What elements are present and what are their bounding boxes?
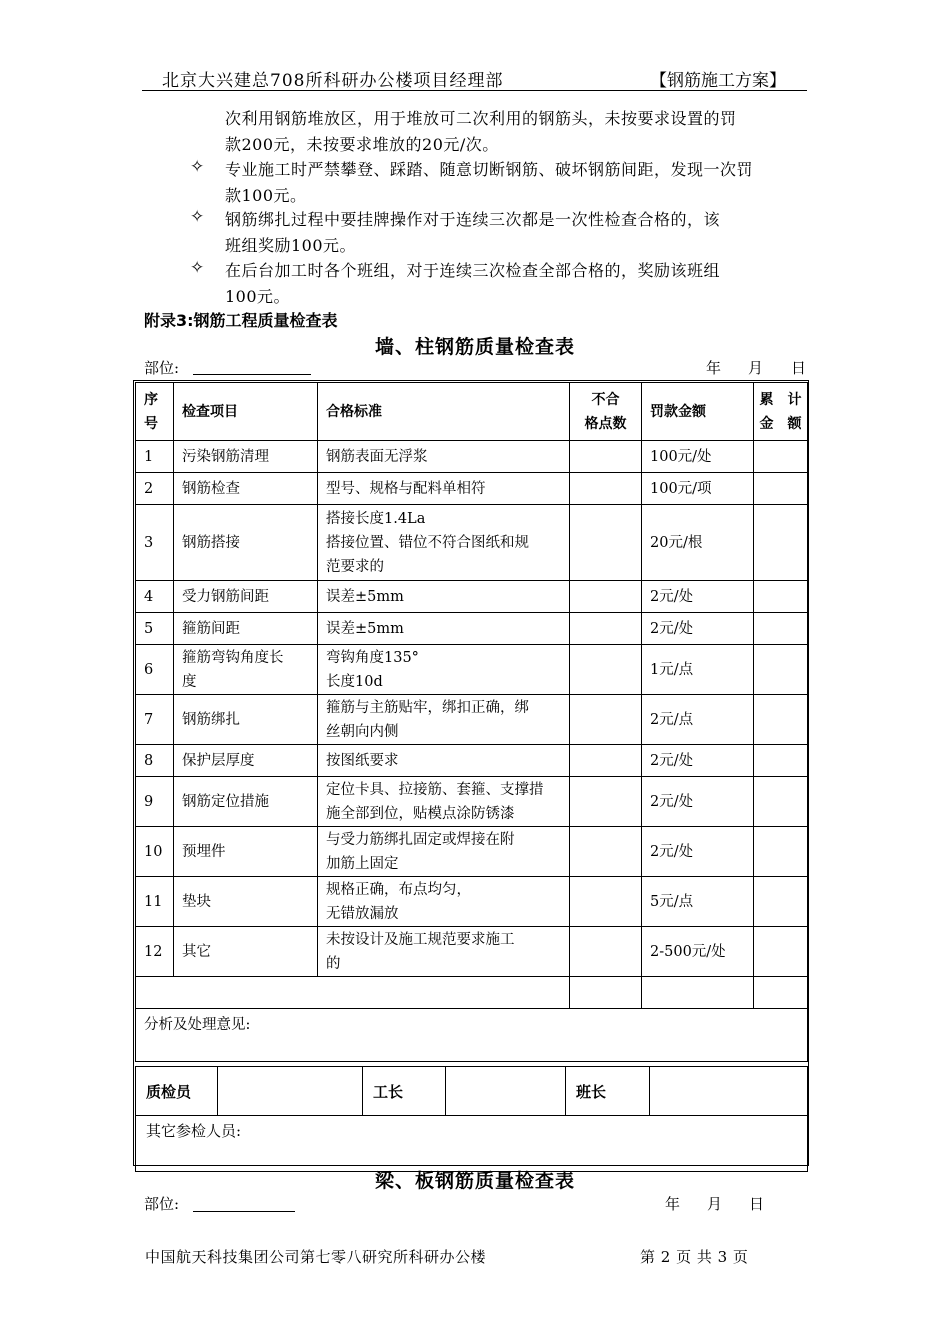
header-fail-count: 不合 格点数 bbox=[570, 383, 642, 441]
row-item-line: 箍筋弯钩角度长 bbox=[182, 649, 284, 666]
row-no: 7 bbox=[136, 695, 174, 745]
row-no: 2 bbox=[136, 473, 174, 505]
row-standard-line: 搭接长度1.4La bbox=[326, 510, 426, 527]
row-standard bbox=[318, 645, 570, 695]
row-total bbox=[754, 441, 808, 473]
diamond-bullet-icon: ✧ bbox=[190, 258, 205, 278]
row-item-line: 污染钢筋清理 bbox=[182, 448, 269, 465]
row-standard-line: 搭接位置、错位不符合图纸和规 bbox=[326, 534, 529, 551]
row-fail-count bbox=[570, 927, 642, 977]
row-standard bbox=[318, 827, 570, 877]
header-project-name: 北京大兴建总708所科研办公楼项目经理部 bbox=[162, 71, 504, 91]
diamond-bullet-icon: ✧ bbox=[190, 157, 205, 177]
row-total bbox=[754, 827, 808, 877]
row-no: 8 bbox=[136, 745, 174, 777]
row-standard-line: 与受力筋绑扎固定或焊接在附 bbox=[326, 831, 515, 848]
row-no: 4 bbox=[136, 581, 174, 613]
table-row bbox=[136, 613, 808, 645]
row-item bbox=[174, 745, 318, 777]
row-standard-line: 加筋上固定 bbox=[326, 855, 399, 872]
row-fail-count bbox=[570, 613, 642, 645]
row-fine: 2元/处 bbox=[642, 745, 754, 777]
date-year: 年 bbox=[706, 359, 722, 377]
row-item bbox=[174, 827, 318, 877]
row-standard-line: 长度10d bbox=[326, 673, 383, 690]
row-no: 10 bbox=[136, 827, 174, 877]
header-divider bbox=[142, 90, 807, 91]
row-standard-line: 未按设计及施工规范要求施工 bbox=[326, 931, 515, 948]
row-fail-count bbox=[570, 441, 642, 473]
row-item-line: 预埋件 bbox=[182, 843, 226, 860]
row-standard-line: 箍筋与主筋贴牢，绑扣正确，绑 bbox=[326, 699, 529, 716]
row-standard bbox=[318, 777, 570, 827]
table-row bbox=[136, 645, 808, 695]
row-no: 12 bbox=[136, 927, 174, 977]
row-item bbox=[174, 473, 318, 505]
header-item: 检查项目 bbox=[174, 383, 318, 441]
row-standard bbox=[318, 613, 570, 645]
row-standard bbox=[318, 927, 570, 977]
row-standard bbox=[318, 505, 570, 581]
table-row bbox=[136, 927, 808, 977]
row-item bbox=[174, 613, 318, 645]
row-item-line: 钢筋绑扎 bbox=[182, 711, 240, 728]
row-no: 11 bbox=[136, 877, 174, 927]
bullet-1-line-2: 款100元。 bbox=[225, 186, 307, 205]
row-standard-line: 规格正确，布点均匀， bbox=[326, 881, 471, 898]
row-fail-count bbox=[570, 473, 642, 505]
date-month: 月 bbox=[748, 359, 764, 377]
row-standard bbox=[318, 473, 570, 505]
row-fine: 1元/点 bbox=[642, 645, 754, 695]
part-underline-2 bbox=[193, 1211, 295, 1212]
signature-row bbox=[136, 1067, 808, 1116]
table-row bbox=[136, 745, 808, 777]
row-item-line: 垫块 bbox=[182, 893, 211, 910]
row-fail-count bbox=[570, 877, 642, 927]
inspector-field[interactable] bbox=[218, 1067, 363, 1116]
header-standard: 合格标准 bbox=[318, 383, 570, 441]
table-empty-row bbox=[136, 977, 808, 1009]
table2-title: 梁、板钢筋质量检查表 bbox=[374, 1170, 575, 1192]
table1-title: 墙、柱钢筋质量检查表 bbox=[374, 336, 575, 358]
row-total bbox=[754, 695, 808, 745]
team-leader-label: 班长 bbox=[566, 1067, 650, 1116]
row-standard-line: 定位卡具、拉接筋、套箍、支撑措 bbox=[326, 781, 544, 798]
table-row bbox=[136, 695, 808, 745]
row-item-line: 保护层厚度 bbox=[182, 752, 255, 769]
row-item bbox=[174, 695, 318, 745]
bullet-2-line-1: 钢筋绑扎过程中要挂牌操作对于连续三次都是一次性检查合格的，该 bbox=[225, 210, 721, 229]
row-no: 6 bbox=[136, 645, 174, 695]
table-row bbox=[136, 827, 808, 877]
row-item-line: 钢筋定位措施 bbox=[182, 793, 269, 810]
row-fine: 2元/处 bbox=[642, 613, 754, 645]
row-fail-count bbox=[570, 695, 642, 745]
row-standard bbox=[318, 441, 570, 473]
row-no: 9 bbox=[136, 777, 174, 827]
table-row bbox=[136, 777, 808, 827]
row-item-line: 度 bbox=[182, 673, 197, 690]
row-fine: 2元/处 bbox=[642, 777, 754, 827]
header-fine: 罚款金额 bbox=[642, 383, 754, 441]
part-label: 部位: bbox=[144, 359, 180, 377]
table-header-row bbox=[136, 383, 808, 441]
row-standard bbox=[318, 877, 570, 927]
row-standard-line: 型号、规格与配料单相符 bbox=[326, 480, 486, 497]
part-label-2: 部位: bbox=[144, 1195, 180, 1213]
table-row bbox=[136, 441, 808, 473]
row-fail-count bbox=[570, 745, 642, 777]
row-fine: 2元/点 bbox=[642, 695, 754, 745]
row-item bbox=[174, 581, 318, 613]
row-standard bbox=[318, 695, 570, 745]
intro-line-1: 次利用钢筋堆放区，用于堆放可二次利用的钢筋头，未按要求设置的罚 bbox=[225, 109, 737, 128]
row-total bbox=[754, 613, 808, 645]
foreman-field[interactable] bbox=[446, 1067, 566, 1116]
appendix-title: 附录3:钢筋工程质量检查表 bbox=[144, 311, 338, 330]
row-fine: 100元/处 bbox=[642, 441, 754, 473]
row-total bbox=[754, 581, 808, 613]
part-underline bbox=[193, 374, 311, 375]
bullet-3-line-2: 100元。 bbox=[225, 287, 291, 306]
row-item bbox=[174, 777, 318, 827]
footer-page-number: 第 2 页 共 3 页 bbox=[640, 1248, 749, 1266]
inspection-table bbox=[135, 382, 808, 1062]
row-total bbox=[754, 645, 808, 695]
bullet-3-line-1: 在后台加工时各个班组，对于连续三次检查全部合格的，奖励该班组 bbox=[225, 261, 721, 280]
inspector-label: 质检员 bbox=[136, 1067, 218, 1116]
header-doc-title: 【钢筋施工方案】 bbox=[650, 71, 786, 91]
row-standard-line: 按图纸要求 bbox=[326, 752, 399, 769]
row-standard-line: 范要求的 bbox=[326, 558, 384, 575]
row-fail-count bbox=[570, 581, 642, 613]
bullet-2-line-2: 班组奖励100元。 bbox=[225, 236, 357, 255]
diamond-bullet-icon: ✧ bbox=[190, 207, 205, 227]
row-fine: 2元/处 bbox=[642, 581, 754, 613]
bullet-1-line-1: 专业施工时严禁攀登、踩踏、随意切断钢筋、破坏钢筋间距，发现一次罚 bbox=[225, 160, 754, 179]
row-no: 3 bbox=[136, 505, 174, 581]
row-standard-line: 误差±5mm bbox=[326, 588, 404, 605]
row-standard-line: 钢筋表面无浮浆 bbox=[326, 448, 428, 465]
table-row bbox=[136, 581, 808, 613]
row-total bbox=[754, 505, 808, 581]
intro-line-2: 款200元，未按要求堆放的20元/次。 bbox=[225, 135, 499, 154]
analysis-label: 分析及处理意见: bbox=[136, 1009, 808, 1062]
table-row bbox=[136, 877, 808, 927]
row-total bbox=[754, 745, 808, 777]
signature-table bbox=[135, 1066, 808, 1172]
row-fine: 2-500元/处 bbox=[642, 927, 754, 977]
row-item bbox=[174, 441, 318, 473]
row-no: 1 bbox=[136, 441, 174, 473]
row-item bbox=[174, 927, 318, 977]
row-standard-line: 施全部到位，贴模点涂防锈漆 bbox=[326, 805, 515, 822]
footer-org: 中国航天科技集团公司第七零八研究所科研办公楼 bbox=[145, 1248, 487, 1266]
row-total bbox=[754, 473, 808, 505]
row-item-line: 受力钢筋间距 bbox=[182, 588, 269, 605]
row-item-line: 箍筋间距 bbox=[182, 620, 240, 637]
row-total bbox=[754, 927, 808, 977]
row-standard bbox=[318, 581, 570, 613]
date-day-2: 日 bbox=[749, 1195, 765, 1213]
row-total bbox=[754, 877, 808, 927]
header-total: 累 计 金 额 bbox=[754, 383, 808, 441]
row-standard-line: 的 bbox=[326, 955, 341, 972]
table-row bbox=[136, 473, 808, 505]
row-fine: 5元/点 bbox=[642, 877, 754, 927]
row-fail-count bbox=[570, 645, 642, 695]
row-standard-line: 无错放漏放 bbox=[326, 905, 399, 922]
row-total bbox=[754, 777, 808, 827]
row-no: 5 bbox=[136, 613, 174, 645]
row-item bbox=[174, 645, 318, 695]
row-item-line: 其它 bbox=[182, 943, 211, 960]
row-fine: 2元/处 bbox=[642, 827, 754, 877]
row-fail-count bbox=[570, 777, 642, 827]
date-day: 日 bbox=[791, 359, 807, 377]
row-standard-line: 误差±5mm bbox=[326, 620, 404, 637]
row-standard-line: 丝朝向内侧 bbox=[326, 723, 399, 740]
row-fail-count bbox=[570, 505, 642, 581]
row-fail-count bbox=[570, 827, 642, 877]
analysis-row bbox=[136, 1009, 808, 1062]
header-no: 序 号 bbox=[136, 383, 174, 441]
others-row bbox=[136, 1116, 808, 1172]
row-item-line: 钢筋检查 bbox=[182, 480, 240, 497]
others-label: 其它参检人员: bbox=[136, 1116, 808, 1172]
row-fine: 20元/根 bbox=[642, 505, 754, 581]
row-item bbox=[174, 877, 318, 927]
row-standard bbox=[318, 745, 570, 777]
date-year-2: 年 bbox=[665, 1195, 681, 1213]
row-fine: 100元/项 bbox=[642, 473, 754, 505]
team-leader-field[interactable] bbox=[650, 1067, 808, 1116]
date-month-2: 月 bbox=[707, 1195, 723, 1213]
row-item-line: 钢筋搭接 bbox=[182, 534, 240, 551]
table-row bbox=[136, 505, 808, 581]
row-standard-line: 弯钩角度135° bbox=[326, 649, 419, 666]
row-item bbox=[174, 505, 318, 581]
foreman-label: 工长 bbox=[363, 1067, 446, 1116]
